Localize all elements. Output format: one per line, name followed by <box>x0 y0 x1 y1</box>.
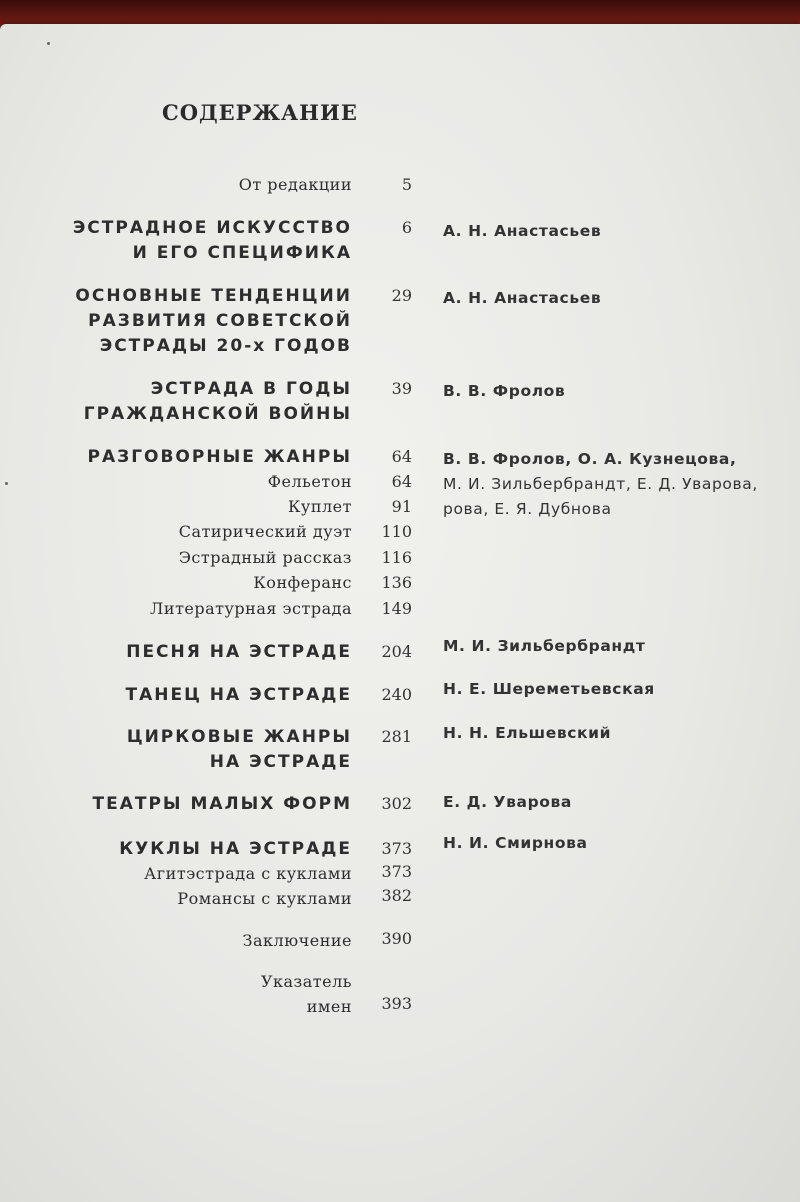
toc-entry-title: От редакции <box>238 175 352 194</box>
toc-page-number: 373 <box>381 862 412 881</box>
toc-section-title: И ЕГО СПЕЦИФИКА <box>132 243 352 263</box>
toc-page-number: 64 <box>391 447 412 466</box>
toc-page-number: 91 <box>391 497 412 516</box>
toc-author: М. И. Зильбербрандт <box>443 637 646 655</box>
toc-subentry-title: Сатирический дуэт <box>178 522 352 541</box>
toc-page-number: 39 <box>391 379 412 398</box>
toc-subentry-title: Фельетон <box>267 472 352 491</box>
toc-page-number: 240 <box>381 685 412 704</box>
toc-page-number: 302 <box>381 794 412 813</box>
toc-page-number: 373 <box>381 839 412 858</box>
toc-section-title: РАЗВИТИЯ СОВЕТСКОЙ <box>88 311 352 331</box>
toc-entry-title: Заключение <box>242 931 352 950</box>
toc-section-title: ТАНЕЦ НА ЭСТРАДЕ <box>125 685 352 705</box>
toc-page-number: 382 <box>381 886 412 905</box>
toc-author: Е. Д. Уварова <box>443 793 572 811</box>
toc-page-number: 5 <box>401 175 412 194</box>
toc-section-title: РАЗГОВОРНЫЕ ЖАНРЫ <box>87 447 352 467</box>
paper-speck <box>47 42 50 45</box>
toc-section-title: ЦИРКОВЫЕ ЖАНРЫ <box>126 727 352 747</box>
toc-section-title: КУКЛЫ НА ЭСТРАДЕ <box>119 839 352 859</box>
toc-subentry-title: Агитэстрада с куклами <box>144 864 352 883</box>
toc-entry-title: Указатель <box>260 972 352 991</box>
toc-subentry-title: Романсы с куклами <box>177 889 352 908</box>
toc-author: А. Н. Анастасьев <box>443 289 602 307</box>
toc-page-number: 281 <box>381 727 412 746</box>
toc-section-title: ОСНОВНЫЕ ТЕНДЕНЦИИ <box>75 286 352 306</box>
toc-section-title: ЭСТРАДА В ГОДЫ <box>150 379 352 399</box>
toc-page-number: 390 <box>381 929 412 948</box>
toc-page-number: 6 <box>401 218 412 237</box>
toc-page-number: 29 <box>391 286 412 305</box>
toc-author: рова, Е. Я. Дубнова <box>443 500 612 518</box>
toc-entry-title: имен <box>306 997 352 1016</box>
toc-page-number: 393 <box>381 994 412 1013</box>
toc-section-title: ГРАЖДАНСКОЙ ВОЙНЫ <box>83 404 352 424</box>
toc-page-number: 136 <box>381 573 412 592</box>
toc-page-number: 64 <box>391 472 412 491</box>
toc-author: В. В. Фролов, О. А. Кузнецова, <box>443 450 737 468</box>
contents-title: СОДЕРЖАНИЕ <box>162 100 358 125</box>
toc-author: Н. Н. Ельшевский <box>443 724 612 742</box>
toc-subentry-title: Конферанс <box>253 573 352 592</box>
toc-section-title: ЭСТРАДНОЕ ИСКУССТВО <box>72 218 352 238</box>
toc-page-number: 204 <box>381 642 412 661</box>
toc-page-number: 149 <box>381 599 412 618</box>
toc-section-title: ТЕАТРЫ МАЛЫХ ФОРМ <box>92 794 352 814</box>
toc-subentry-title: Литературная эстрада <box>150 599 352 618</box>
toc-page-number: 110 <box>381 522 412 541</box>
toc-author: А. Н. Анастасьев <box>443 222 602 240</box>
toc-author: В. В. Фролов <box>443 382 566 400</box>
toc-subentry-title: Куплет <box>288 497 352 516</box>
toc-section-title: ЭСТРАДЫ 20-х ГОДОВ <box>99 336 352 356</box>
toc-author: М. И. Зильбербрандт, Е. Д. Уварова, <box>443 475 758 493</box>
toc-section-title: НА ЭСТРАДЕ <box>209 752 352 772</box>
toc-subentry-title: Эстрадный рассказ <box>178 548 352 567</box>
toc-author: Н. И. Смирнова <box>443 834 588 852</box>
paper-speck <box>5 482 8 485</box>
toc-section-title: ПЕСНЯ НА ЭСТРАДЕ <box>126 642 352 662</box>
toc-page-number: 116 <box>381 548 412 567</box>
toc-author: Н. Е. Шереметьевская <box>443 680 655 698</box>
